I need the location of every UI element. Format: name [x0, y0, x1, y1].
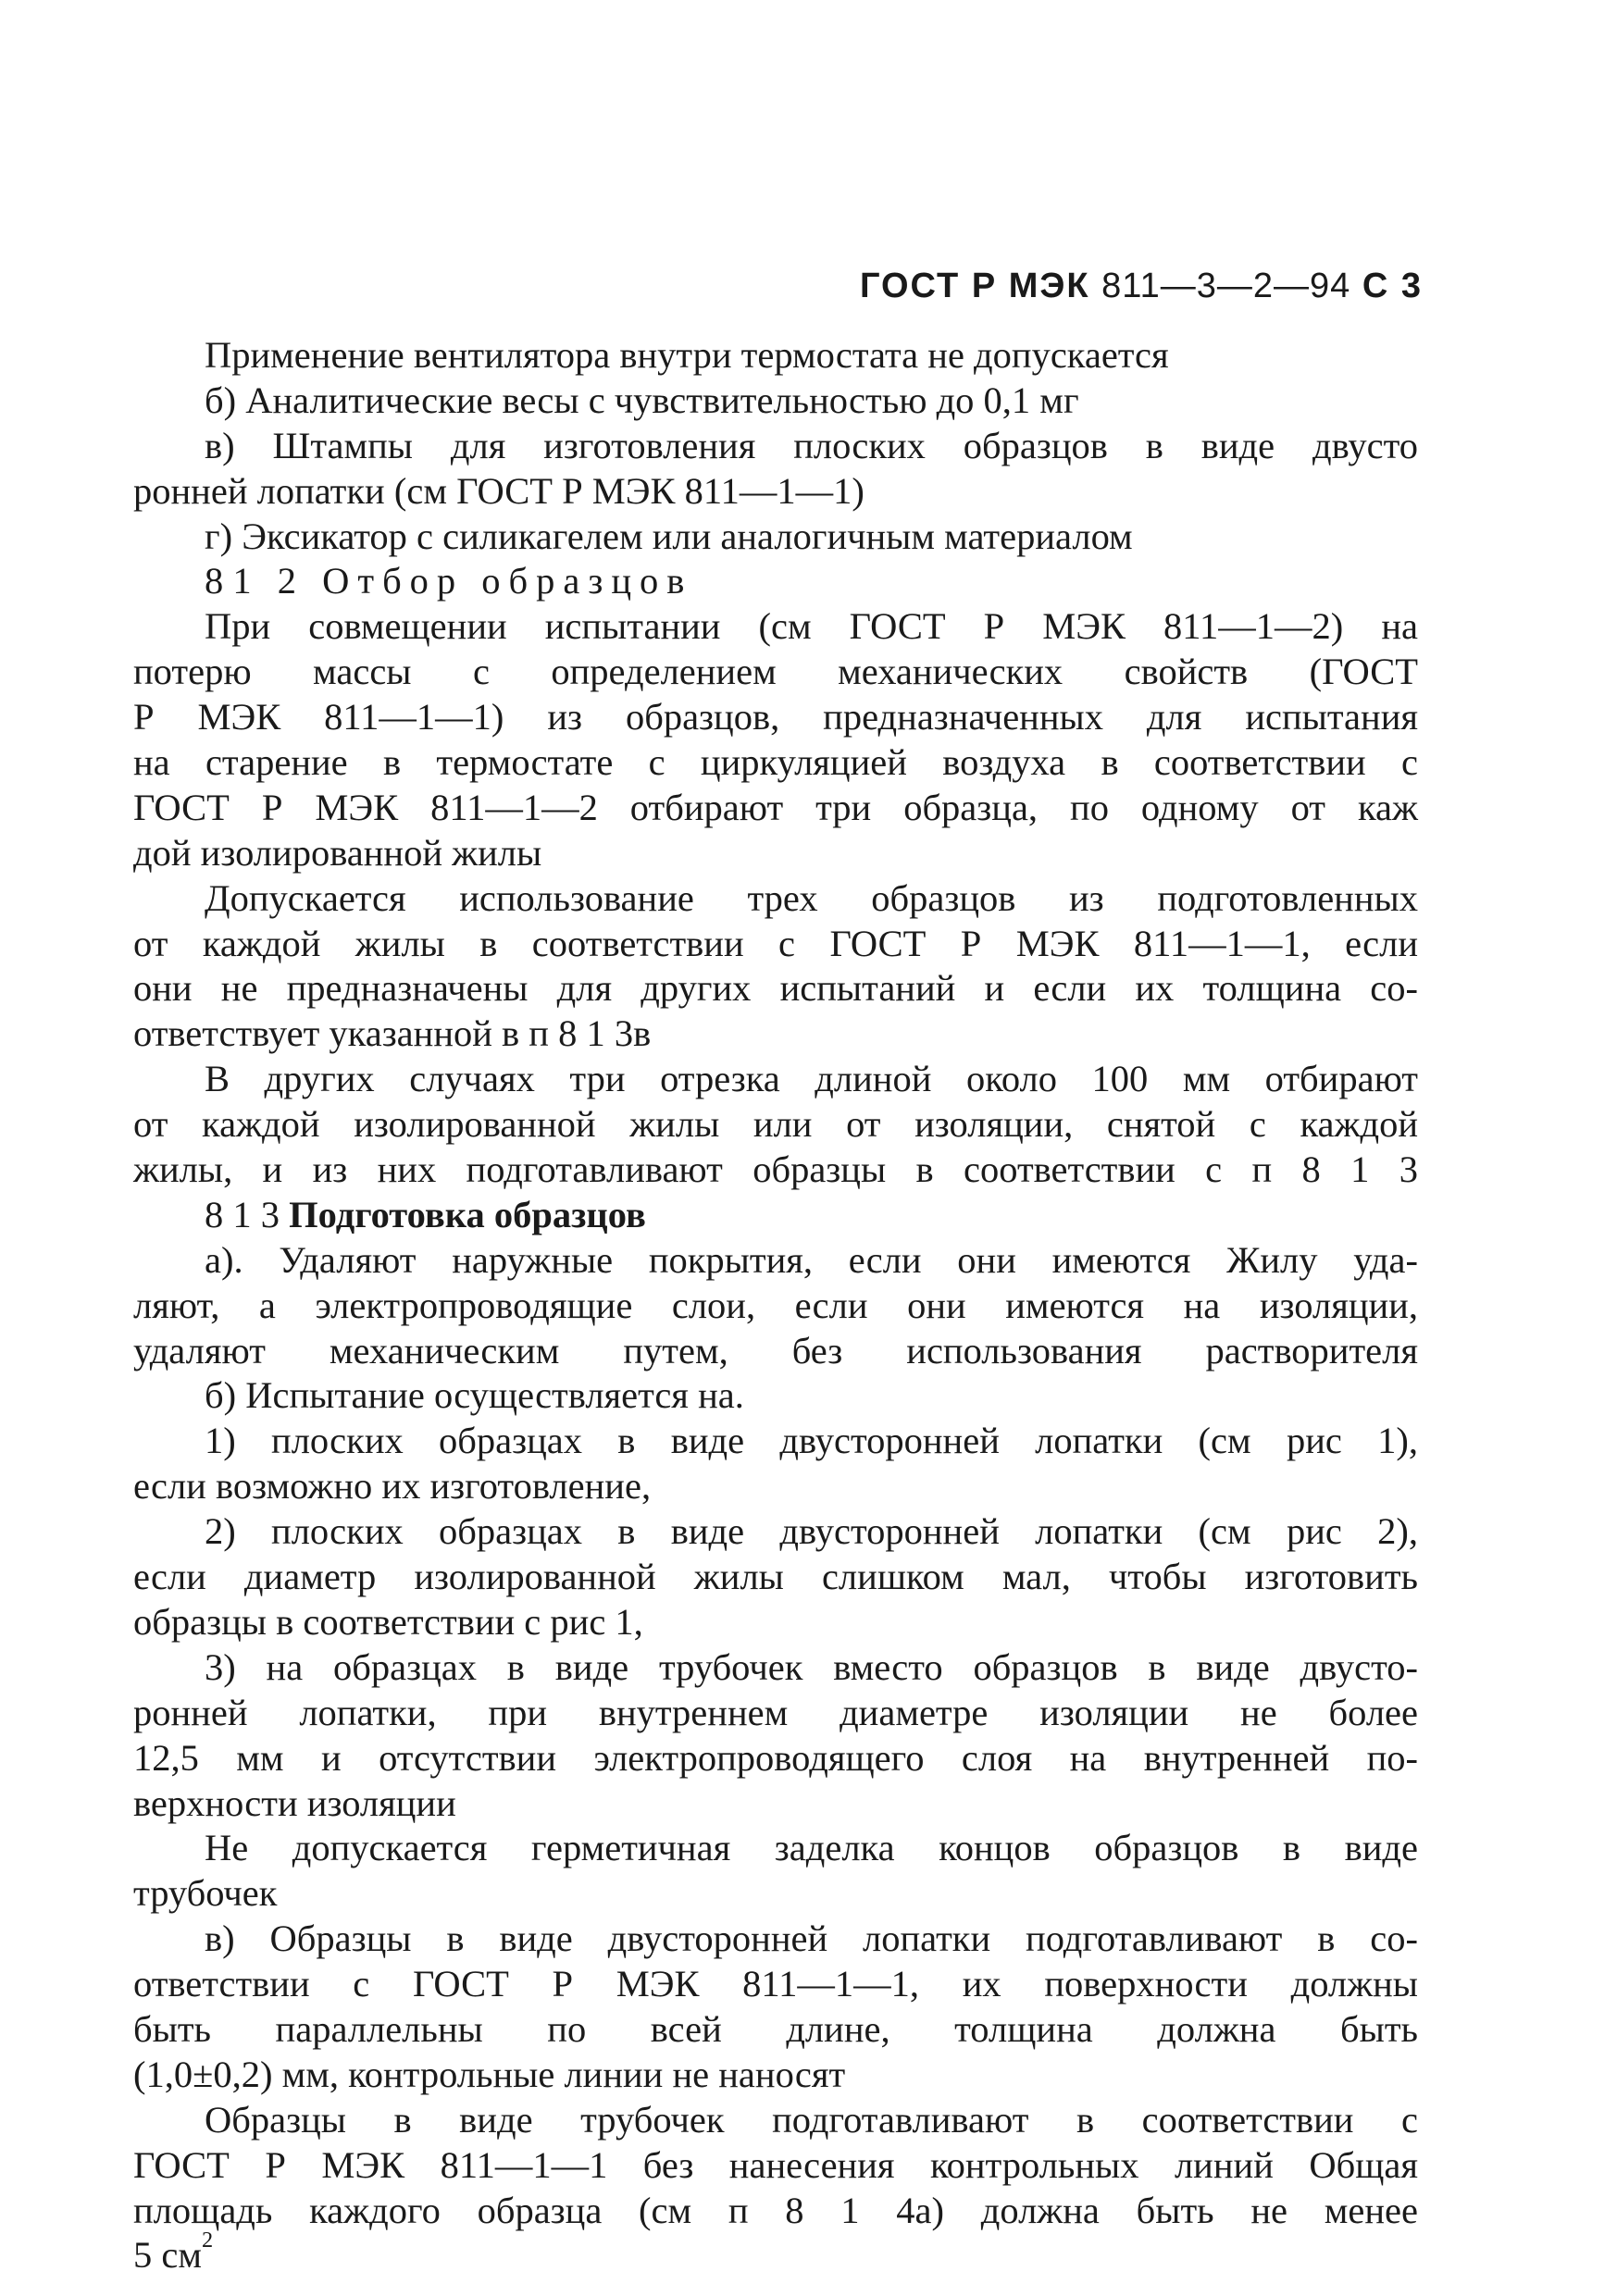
text-line: Р МЭК 811—1—1) из образцов, предназначенных для испытания: [133, 696, 1418, 738]
text-line: от каждой жилы в соответствии с ГОСТ Р МЭК 811—1—1, если: [133, 922, 1418, 964]
text-line: трубочек: [133, 1872, 278, 1915]
text-line: 12,5 мм и отсутствии электропроводящего слоя на внутренней по-: [133, 1736, 1418, 1779]
text-line: на старение в термостате с циркуляцией воздуха в соответствии с: [133, 741, 1418, 784]
body-text: [133, 333, 1418, 2278]
text-line: а). Удаляют наружные покрытия, если они имеются Жилу уда-: [205, 1238, 1418, 1281]
text-line: Применение вентилятора внутри термостата не допускается: [205, 334, 1169, 376]
text-line: ответствии с ГОСТ Р МЭК 811—1—1, их поверхности должны: [133, 1963, 1418, 2005]
text-line: Допускается использование трех образцов из подготовленных: [205, 876, 1418, 919]
text-line: 8 1 2 Отбор образцов: [205, 560, 693, 602]
text-line: они не предназначены для других испытаний и если их толщина со-: [133, 967, 1418, 1010]
text-line: потерю массы с определением механических свойств (ГОСТ: [133, 651, 1418, 693]
text-line: дой изолированной жилы: [133, 831, 542, 874]
text-line: (1,0±0,2) мм, контрольные линии не наносят: [133, 2053, 846, 2095]
text-line: жилы, и из них подготавливают образцы в соответствии с п 8 1 3: [133, 1148, 1418, 1191]
text-line: При совмещении испытании (см ГОСТ Р МЭК 811—1—2) на: [205, 605, 1418, 648]
text-line: в) Образцы в виде двусторонней лопатки подготавливают в со-: [205, 1917, 1418, 1960]
section-heading: 1 2 Отбор образцов: [232, 560, 693, 602]
text-line: площадь каждого образца (см п 8 1 4а) должна быть не менее: [133, 2189, 1418, 2231]
text-line: ответствует указанной в п 8 1 3в: [133, 1012, 652, 1055]
text-line: ГОСТ Р МЭК 811—1—2 отбирают три образца, по одному от каж: [133, 786, 1418, 828]
text-line: образцы в соответствии с рис 1,: [133, 1600, 643, 1643]
text-line: удаляют механическим путем, без использования растворителя: [133, 1329, 1418, 1371]
text-line: 2) плоских образцах в виде двусторонней лопатки (см рис 2),: [205, 1510, 1418, 1553]
text-line: если диаметр изолированной жилы слишком мал, чтобы изготовить: [133, 1556, 1418, 1598]
text-line: если возможно их изготовление,: [133, 1465, 652, 1508]
text-line: 3) на образцах в виде трубочек вместо образцов в виде двусто-: [205, 1645, 1418, 1688]
text-line: от каждой изолированной жилы или от изоляции, снятой с каждой: [133, 1103, 1418, 1146]
text-line: б) Аналитические весы с чувствительностью до 0,1 мг: [205, 379, 1079, 421]
text-line: ГОСТ Р МЭК 811—1—1 без нанесения контрольных линий Общая: [133, 2143, 1418, 2186]
text-line: б) Испытание осуществляется на.: [205, 1374, 744, 1417]
page-number: С 3: [1362, 267, 1423, 305]
standard-number: 811—3—2—94: [1101, 267, 1351, 305]
text-line: г) Эксикатор с силикагелем или аналогичным материалом: [205, 515, 1133, 557]
text-line: ронней лопатки, при внутреннем диаметре изоляции не более: [133, 1691, 1418, 1733]
text-line: быть параллельны по всей длине, толщина должна быть: [133, 2007, 1418, 2050]
text-line: в) Штампы для изготовления плоских образцов в виде двусто: [205, 424, 1418, 466]
text-line: ляют, а электропроводящие слои, если они имеются на изоляции,: [133, 1284, 1418, 1326]
standard-title: ГОСТ Р МЭК: [859, 267, 1090, 305]
text-line: 5 $см^2$: [133, 2228, 214, 2277]
text-line: 1) плоских образцах в виде двусторонней лопатки (см рис 1),: [205, 1420, 1418, 1462]
page-header: [860, 267, 1423, 306]
text-line: ронней лопатки (см ГОСТ Р МЭК 811—1—1): [133, 469, 864, 512]
text-line: В других случаях три отрезка длиной около 100 мм отбирают: [205, 1058, 1418, 1100]
text-line: 8 1 3 Подготовка образцов: [205, 1193, 646, 1235]
section-heading: Подготовка образцов: [289, 1193, 646, 1235]
text-line: Не допускается герметичная заделка концов образцов в виде: [205, 1827, 1418, 1869]
text-line: Образцы в виде трубочек подготавливают в соответствии с: [205, 2098, 1418, 2141]
text-line: верхности изоляции: [133, 1781, 456, 1824]
